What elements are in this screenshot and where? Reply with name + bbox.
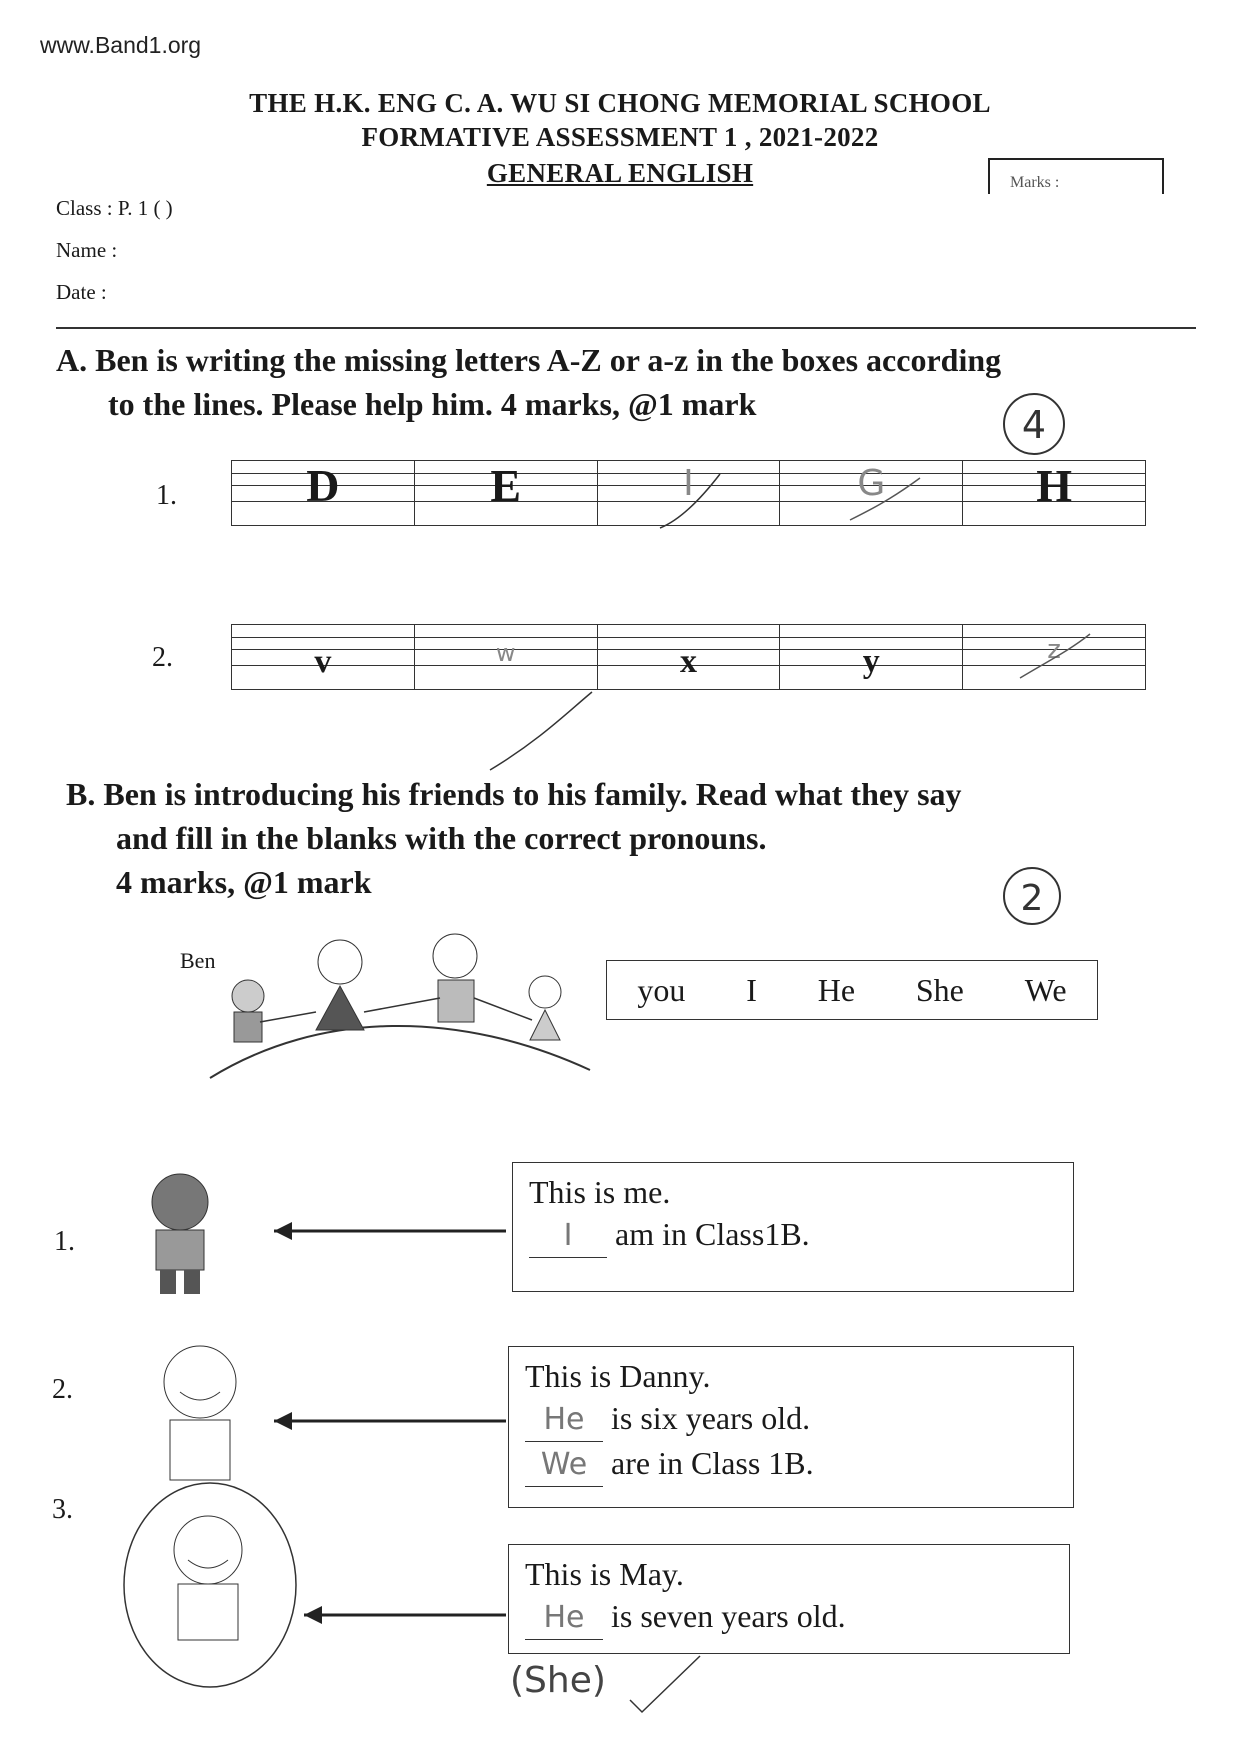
tick-marks-a1 bbox=[640, 460, 940, 540]
b-q1-answer: I bbox=[529, 1215, 607, 1258]
section-b-title-line1: B. Ben is introducing his friends to his family. Read what they say bbox=[66, 776, 962, 812]
assessment-title: FORMATIVE ASSESSMENT 1 , 2021-2022 bbox=[361, 122, 879, 152]
date-label: Date : bbox=[56, 280, 107, 304]
score-a-text: 4 bbox=[1021, 403, 1047, 447]
name-label: Name : bbox=[56, 238, 118, 262]
arrow-1 bbox=[270, 1216, 510, 1246]
class-label: Class : P. 1 ( ) bbox=[56, 196, 173, 220]
a-q2-letter-1: v bbox=[314, 643, 332, 680]
marks-label: Marks : bbox=[1010, 174, 1060, 191]
a-q2-number: 2. bbox=[152, 642, 173, 673]
a-q1-letter-1: D bbox=[306, 460, 340, 511]
score-b-text: 2 bbox=[1020, 878, 1044, 919]
school-name: THE H.K. ENG C. A. WU SI CHONG MEMORIAL SCHOOL bbox=[249, 88, 991, 118]
b-q3-answer: He bbox=[525, 1597, 603, 1640]
ben-label: Ben bbox=[180, 948, 216, 973]
word-bank bbox=[606, 960, 1098, 1020]
b-q3-line1: This is May. bbox=[525, 1556, 684, 1592]
a-q1-cell-2 bbox=[415, 461, 598, 525]
b-q2-answer-2: We bbox=[525, 1444, 603, 1487]
word-bank-item: I bbox=[746, 971, 757, 1008]
a-q1-cell-1 bbox=[232, 461, 415, 525]
word-bank-item: We bbox=[1024, 971, 1067, 1008]
b-q2-line2: is six years old. bbox=[611, 1400, 811, 1436]
b-q1-number: 1. bbox=[54, 1226, 75, 1257]
marks-box bbox=[988, 158, 1164, 194]
section-a-title-line2: to the lines. Please help him. 4 marks, @1 mark bbox=[108, 386, 757, 422]
word-bank-item: you bbox=[637, 971, 686, 1008]
b-q2-box bbox=[508, 1346, 1074, 1508]
a-q2-cell-1 bbox=[232, 625, 415, 689]
b-q2-number: 2. bbox=[52, 1374, 73, 1405]
arrow-3 bbox=[300, 1600, 510, 1630]
tick-marks-a2 bbox=[480, 620, 1120, 780]
a-q2-answer-1: w bbox=[495, 639, 516, 667]
children-illustration bbox=[200, 930, 600, 1080]
section-a-title-line1: A. Ben is writing the missing letters A-Z or a-z in the boxes according bbox=[56, 342, 1002, 378]
b-q1-line2: am in Class1B. bbox=[615, 1216, 810, 1252]
site-url: www.Band1.org bbox=[40, 32, 202, 58]
b-q2-line3: are in Class 1B. bbox=[611, 1445, 814, 1481]
b-q3-box bbox=[508, 1544, 1070, 1654]
a-q2-answer-2: z bbox=[1047, 635, 1061, 665]
girl-picture-3 bbox=[120, 1480, 300, 1690]
b-q1-line1: This is me. bbox=[529, 1174, 671, 1210]
b-q2-line1: This is Danny. bbox=[525, 1358, 711, 1394]
score-circle-b bbox=[1000, 862, 1070, 932]
word-bank-item: He bbox=[817, 971, 856, 1008]
a-q1-number: 1. bbox=[156, 480, 177, 511]
section-b-title-line2: and fill in the blanks with the correct pronouns. bbox=[116, 820, 767, 856]
boy-picture-1 bbox=[110, 1170, 250, 1300]
a-q1-letter-5: H bbox=[1036, 460, 1072, 511]
score-circle-a bbox=[1000, 390, 1070, 460]
b-q3-line2: is seven years old. bbox=[611, 1598, 846, 1634]
subject-title: GENERAL ENGLISH bbox=[486, 158, 754, 188]
a-q2-letter-4: y bbox=[862, 643, 880, 680]
b-q1-box bbox=[512, 1162, 1074, 1292]
a-q1-answer-2: G bbox=[857, 463, 886, 504]
teacher-tick bbox=[620, 1650, 710, 1720]
b-q2-answer-1: He bbox=[525, 1399, 603, 1442]
word-bank-item: She bbox=[915, 971, 964, 1008]
section-b-title-line3: 4 marks, @1 mark bbox=[116, 864, 372, 900]
b-q3-number: 3. bbox=[52, 1494, 73, 1525]
b-q3-correction: (She) bbox=[510, 1660, 606, 1701]
header-divider bbox=[56, 327, 1196, 329]
boy-picture-2 bbox=[140, 1340, 260, 1490]
a-q1-answer-1: I bbox=[683, 463, 694, 504]
a-q1-cell-5 bbox=[963, 461, 1145, 525]
a-q1-letter-2: E bbox=[490, 460, 522, 511]
a-q2-letter-3: x bbox=[679, 643, 697, 680]
arrow-2 bbox=[270, 1406, 510, 1436]
